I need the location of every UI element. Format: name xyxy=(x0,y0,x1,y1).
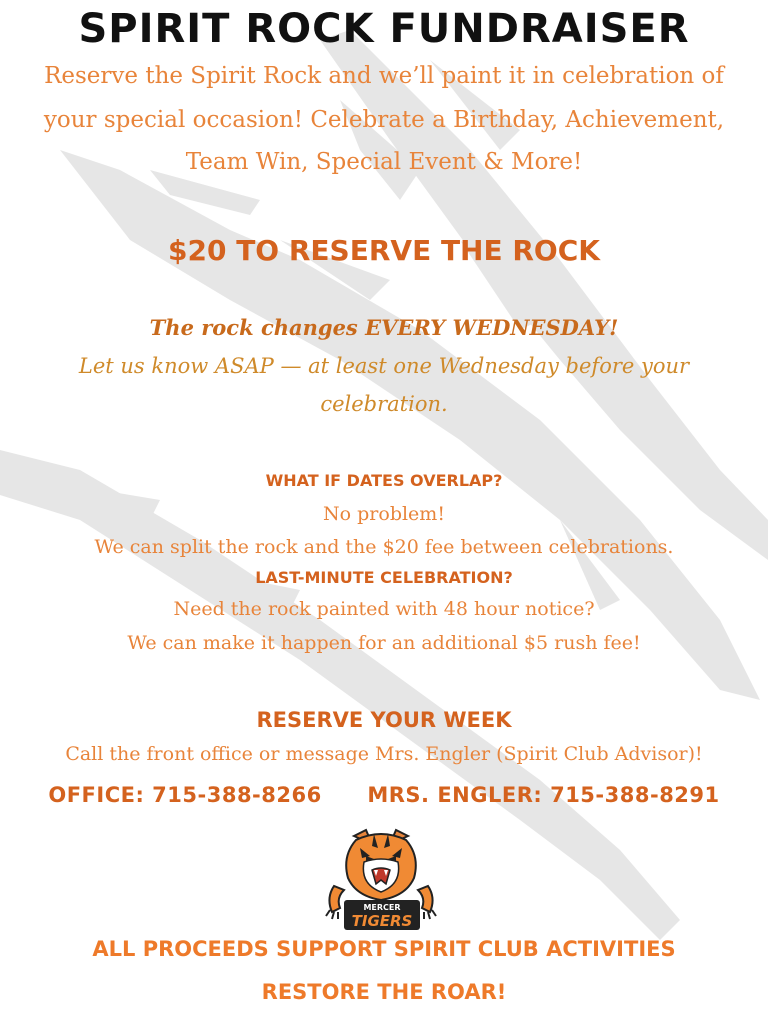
intro-line-2: your special occasion! Celebrate a Birthday, Achievement, xyxy=(43,107,725,133)
office-phone: OFFICE: 715-388-8266 xyxy=(48,783,322,807)
overlap-line-1: No problem! xyxy=(323,503,445,525)
footer-line-2: RESTORE THE ROAR! xyxy=(261,980,507,1004)
last-minute-heading: LAST-MINUTE CELEBRATION? xyxy=(255,568,513,587)
schedule-note-line-2: celebration. xyxy=(320,392,448,416)
footer-line-1: ALL PROCEEDS SUPPORT SPIRIT CLUB ACTIVITIES xyxy=(92,937,676,961)
intro-line-1: Reserve the Spirit Rock and we’ll paint it in celebration of xyxy=(44,63,724,89)
reserve-text: Call the front office or message Mrs. Engler (Spirit Club Advisor)! xyxy=(65,743,703,765)
price-heading: $20 TO RESERVE THE ROCK xyxy=(168,234,600,267)
last-minute-line-1: Need the rock painted with 48 hour notice? xyxy=(173,598,595,620)
schedule-headline: The rock changes EVERY WEDNESDAY! xyxy=(149,315,619,340)
reserve-heading: RESERVE YOUR WEEK xyxy=(256,708,512,732)
logo-small-text: MERCER xyxy=(363,903,401,912)
overlap-heading: WHAT IF DATES OVERLAP? xyxy=(265,471,503,490)
last-minute-line-2: We can make it happen for an additional $5 rush fee! xyxy=(127,632,641,654)
schedule-note-line-1: Let us know ASAP — at least one Wednesday before your xyxy=(78,354,690,378)
engler-phone: MRS. ENGLER: 715-388-8291 xyxy=(367,783,720,807)
logo-big-text: TIGERS xyxy=(351,912,413,930)
overlap-line-2: We can split the rock and the $20 fee between celebrations. xyxy=(94,536,674,558)
tiger-logo-icon xyxy=(316,826,446,934)
contact-phones xyxy=(0,783,768,807)
page-title: SPIRIT ROCK FUNDRAISER xyxy=(78,6,690,52)
intro-line-3: Team Win, Special Event & More! xyxy=(185,149,583,175)
